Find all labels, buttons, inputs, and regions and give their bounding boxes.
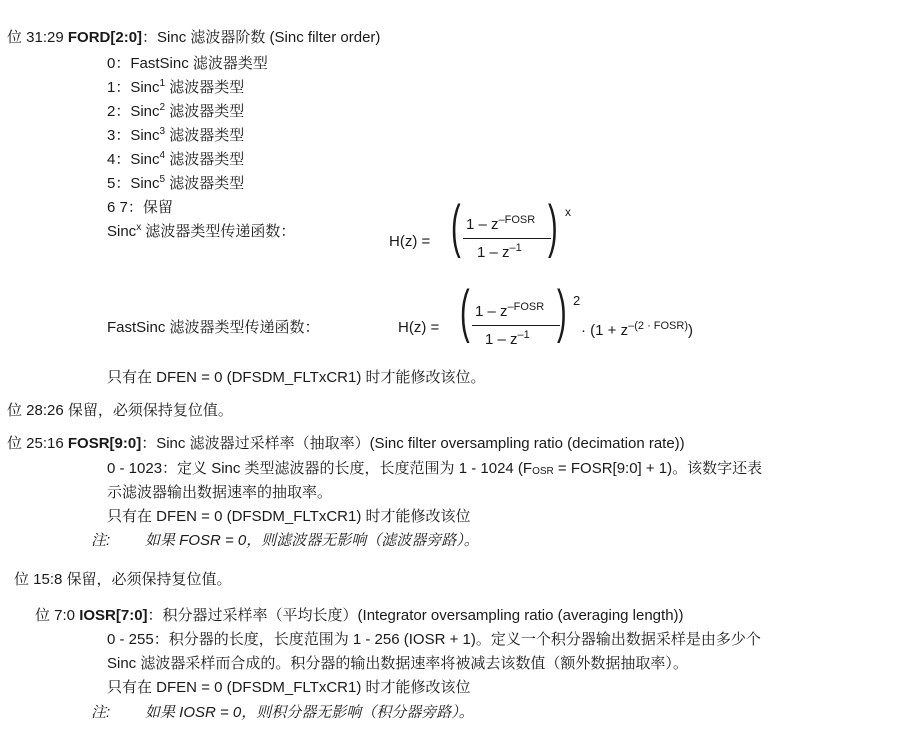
iosr-note-label: 注: (91, 704, 111, 721)
ford-option-2: 2：Sinc$^2$ 滤波器类型 (107, 102, 245, 120)
iosr-field-name: IOSR[7:0] (79, 607, 148, 624)
bits-15-8-range: 位 15:8 (14, 571, 63, 588)
bits-28-26-text: 保留，必须保持复位值。 (63, 402, 233, 419)
ford-option-5: 5：Sinc$^5$ 滤波器类型 (107, 174, 245, 192)
fosr-note-label: 注: (91, 532, 111, 549)
formula1-left-paren: ( (451, 194, 461, 259)
formula2-lhs: H(z) = (398, 319, 440, 336)
sincx-transfer-label: Sinc$^x$ 滤波器类型传递函数： (107, 222, 296, 240)
ford-description: ：Sinc 滤波器阶数 (Sinc filter order) (142, 29, 381, 46)
fosr-bit-range: 位 25:16 (7, 435, 68, 452)
iosr-line-2: Sinc 滤波器采样而合成的。积分器的输出数据速率将被减去该数值（额外数据抽取率）。 (107, 655, 688, 672)
ford-option-0: 0：FastSinc 滤波器类型 (107, 55, 268, 72)
iosr-description: ：积分器过采样率（平均长度）(Integrator oversampling ratio (averaging length)) (147, 607, 684, 624)
fosr-field-name: FOSR[9:0] (67, 435, 142, 452)
bits-15-8 (14, 570, 232, 589)
formula2-denominator: $1 - z^{-1}$ (485, 329, 530, 348)
bits-28-26 (7, 401, 233, 420)
ford-heading (7, 28, 380, 47)
ford-option-1: 1：Sinc$^1$ 滤波器类型 (107, 78, 245, 96)
iosr-line-1: 0 - 255：积分器的长度，长度范围为 1 - 256 (IOSR + 1)。定义一个积分器输出数据采样是由多少个 (107, 631, 761, 648)
fosr-note-text: 如果 FOSR = 0，则滤波器无影响（滤波器旁路）。 (145, 532, 479, 549)
iosr-heading (35, 606, 684, 625)
formula1-fraction-bar (463, 238, 551, 239)
bits-15-8-text: 保留，必须保持复位值。 (62, 571, 232, 588)
iosr-note-text: 如果 IOSR = 0，则积分器无影响（积分器旁路）。 (145, 704, 474, 721)
fosr-line-3: 只有在 DFEN = 0 (DFSDM_FLTxCR1) 时才能修改该位 (107, 508, 471, 525)
formula2-numerator: $1 - z^{-FOSR}$ (475, 301, 545, 320)
ford-bit-range: 位 31:29 (7, 29, 68, 46)
fosr-line-1: 0 - 1023：定义 Sinc 类型滤波器的长度，长度范围为 1 - 1024 ($F_{OSR}$ = FOSR[9:0] + 1)。该数字还表 (107, 460, 763, 477)
iosr-bit-range: 位 7:0 (35, 607, 80, 624)
ford-option-4: 4：Sinc$^4$ 滤波器类型 (107, 150, 245, 168)
ford-field-name: FORD[2:0] (67, 29, 143, 46)
fosr-heading (7, 434, 685, 453)
formula2-left-paren: ( (460, 279, 470, 344)
formula1-numerator: $1 - z^{-FOSR}$ (466, 214, 536, 233)
ford-option-3: 3：Sinc$^3$ 滤波器类型 (107, 126, 245, 144)
ford-note: 只有在 DFEN = 0 (DFSDM_FLTxCR1) 时才能修改该位。 (107, 369, 486, 386)
formula2-tail: · $(1 + z^{-(2 \cdot FOSR)})$ (581, 320, 694, 339)
formula2-power: 2 (573, 293, 581, 308)
formula1-denominator: $1 - z^{-1}$ (477, 242, 522, 261)
ford-reserved: 6 7：保留 (107, 199, 173, 216)
formula1-lhs: H(z) = (389, 233, 431, 250)
iosr-line-3: 只有在 DFEN = 0 (DFSDM_FLTxCR1) 时才能修改该位 (107, 679, 471, 696)
fastsinc-transfer-label: FastSinc 滤波器类型传递函数： (107, 319, 320, 336)
fosr-description: ：Sinc 滤波器过采样率（抽取率）(Sinc filter oversampling ratio (decimation rate)) (141, 435, 685, 452)
fosr-line-2: 示滤波器输出数据速率的抽取率。 (107, 484, 333, 501)
bits-28-26-range: 位 28:26 (7, 402, 64, 419)
formula1-right-paren: ) (548, 194, 558, 259)
formula2-right-paren: ) (557, 279, 567, 344)
formula2-fraction-bar (472, 325, 560, 326)
formula1-power: x (565, 205, 571, 219)
